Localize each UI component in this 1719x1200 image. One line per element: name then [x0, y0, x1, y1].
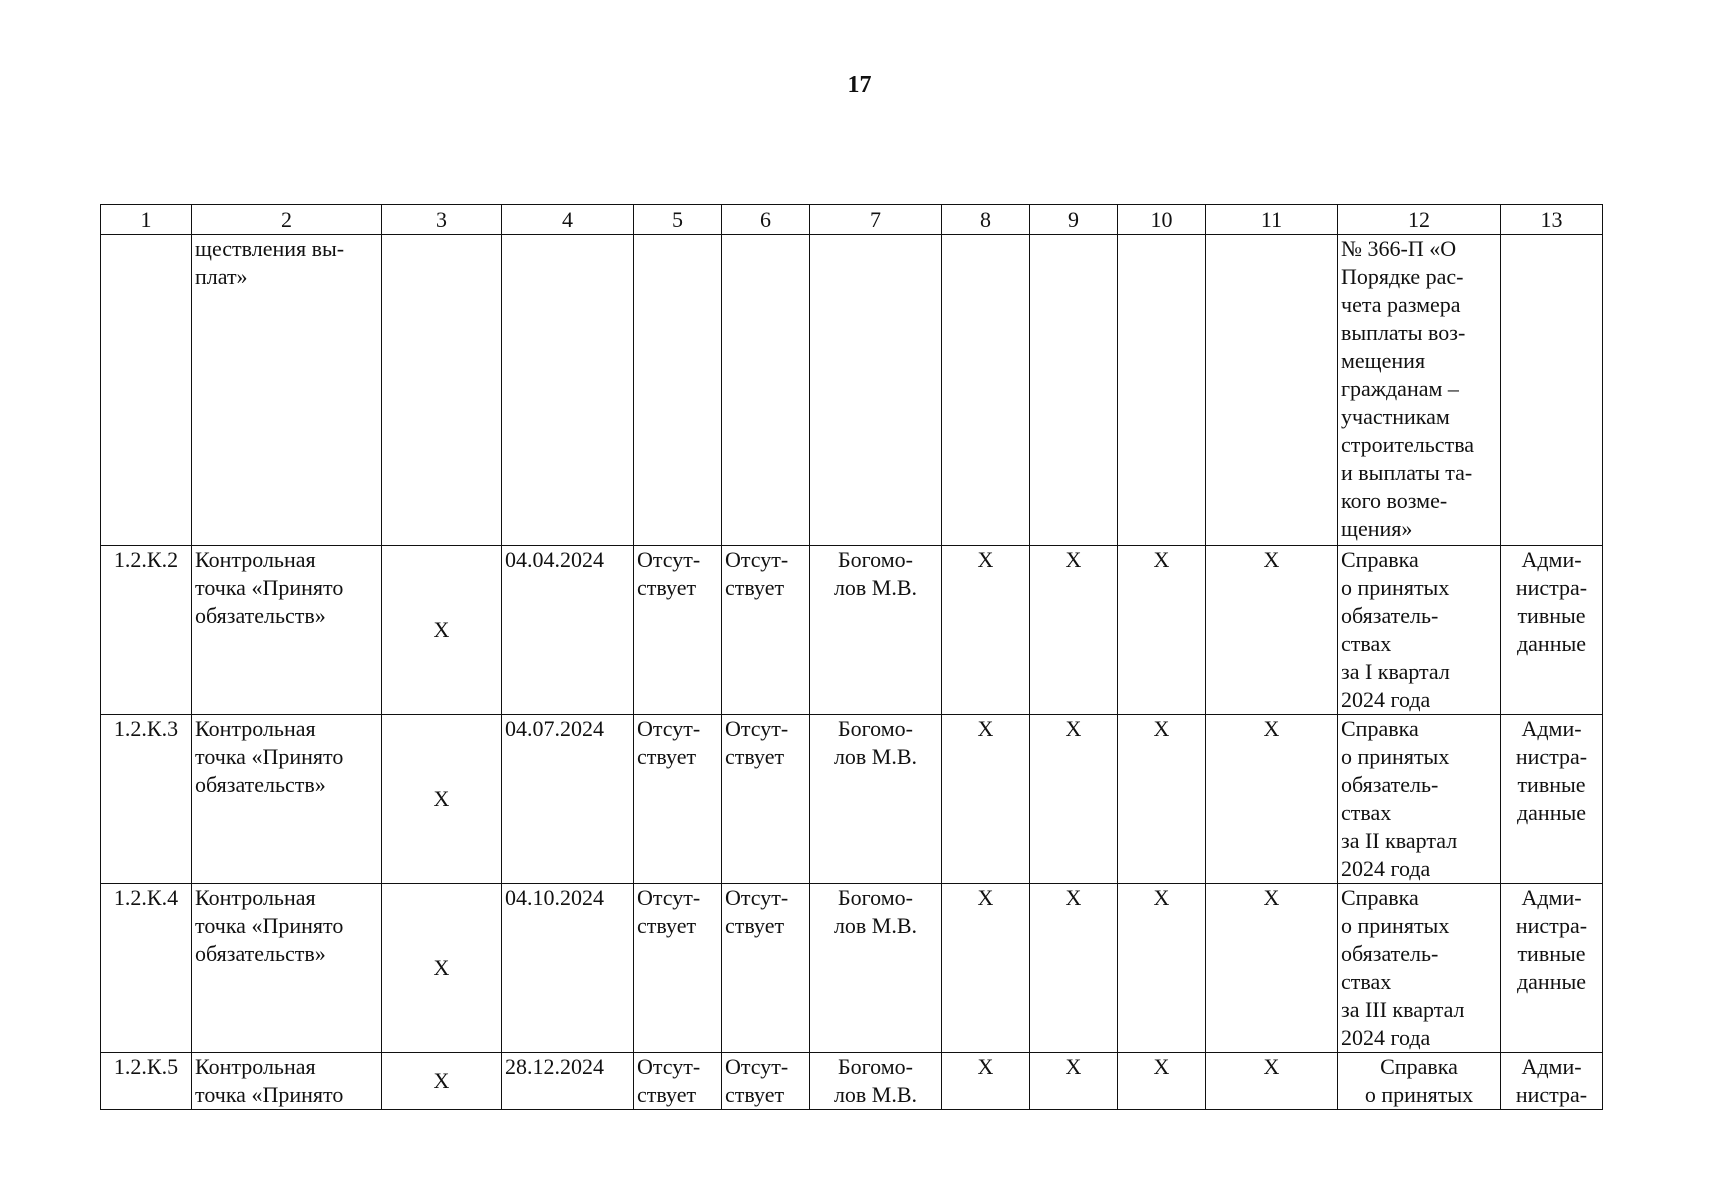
text-line: плат»: [195, 264, 248, 289]
text-line: тивные: [1517, 772, 1586, 797]
text-line: Адми-: [1521, 885, 1582, 910]
cell-mark: X: [942, 546, 1030, 715]
text-line: 2024 года: [1341, 1025, 1431, 1050]
cell-id: [101, 235, 192, 546]
text-line: ствует: [725, 1082, 785, 1107]
column-header: 10: [1118, 205, 1206, 235]
cell-source: [1501, 715, 1603, 884]
cell-empty: [502, 235, 634, 546]
cell-document: [1338, 235, 1501, 546]
cell-name: [192, 546, 382, 715]
text-line: мещения: [1341, 348, 1426, 373]
document-table: [100, 204, 1603, 1110]
text-line: лов М.В.: [833, 913, 918, 938]
text-line: Отсут-: [637, 716, 701, 741]
column-header: 1: [101, 205, 192, 235]
text-line: Справка: [1380, 1054, 1458, 1079]
cell-col5: [634, 1053, 722, 1110]
text-line: о принятых: [1341, 744, 1450, 769]
cell-empty: [1030, 235, 1118, 546]
text-line: о принятых: [1341, 913, 1450, 938]
text-line: точка «Принято: [195, 744, 344, 769]
text-line: за III квартал: [1341, 997, 1465, 1022]
text-line: нистра-: [1515, 1082, 1588, 1107]
text-line: ствует: [725, 913, 785, 938]
cell-id: 1.2.К.4: [101, 884, 192, 1053]
text-line: о принятых: [1364, 1082, 1474, 1107]
text-line: обязательств»: [195, 603, 326, 628]
column-header: 13: [1501, 205, 1603, 235]
text-line: Отсут-: [637, 547, 701, 572]
cell-mark: X: [1206, 715, 1338, 884]
cell-date: 04.04.2024: [502, 546, 634, 715]
text-line: нистра-: [1515, 575, 1588, 600]
text-line: Отсут-: [637, 885, 701, 910]
cell-col5: [634, 715, 722, 884]
cell-mark: X: [1030, 715, 1118, 884]
text-line: данные: [1516, 631, 1587, 656]
cell-empty: [722, 235, 810, 546]
cell-document: [1338, 884, 1501, 1053]
text-line: Контрольная: [195, 716, 316, 741]
cell-date: 04.10.2024: [502, 884, 634, 1053]
cell-empty: [1501, 235, 1603, 546]
text-line: ствует: [725, 744, 785, 769]
cell-responsible: [810, 884, 942, 1053]
text-line: о принятых: [1341, 575, 1450, 600]
cell-mark: X: [1206, 546, 1338, 715]
text-line: тивные: [1517, 941, 1586, 966]
table-row: [101, 715, 1603, 884]
column-header: 6: [722, 205, 810, 235]
text-line: гражданам –: [1341, 376, 1459, 401]
text-line: щения»: [1341, 516, 1413, 541]
column-header: 9: [1030, 205, 1118, 235]
cell-mark: X: [1118, 715, 1206, 884]
cell-mark: X: [1118, 884, 1206, 1053]
table-row: [101, 1053, 1603, 1110]
text-line: № 366-П «О: [1341, 236, 1457, 261]
text-line: обязатель-: [1341, 603, 1439, 628]
text-line: выплаты воз-: [1341, 320, 1466, 345]
text-line: Контрольная: [195, 885, 316, 910]
cell-date: 04.07.2024: [502, 715, 634, 884]
cell-mark: X: [382, 715, 502, 884]
cell-responsible: [810, 546, 942, 715]
text-line: 2024 года: [1341, 856, 1431, 881]
text-line: за I квартал: [1341, 659, 1450, 684]
cell-id: 1.2.К.3: [101, 715, 192, 884]
text-line: Адми-: [1521, 716, 1582, 741]
text-line: Справка: [1341, 547, 1419, 572]
text-line: Справка: [1341, 716, 1419, 741]
cell-col6: [722, 1053, 810, 1110]
table-row-continuation: [101, 235, 1603, 546]
text-line: Адми-: [1521, 1054, 1582, 1079]
cell-col6: [722, 715, 810, 884]
text-line: тивные: [1517, 603, 1586, 628]
text-line: данные: [1516, 800, 1587, 825]
text-line: Богомо-: [838, 885, 913, 910]
text-line: Отсут-: [725, 547, 789, 572]
text-line: Контрольная: [195, 547, 316, 572]
text-line: ствах: [1341, 631, 1392, 656]
column-header: 7: [810, 205, 942, 235]
page-number: 17: [847, 72, 872, 98]
text-line: Отсут-: [725, 716, 789, 741]
cell-responsible: [810, 715, 942, 884]
cell-mark: X: [382, 546, 502, 715]
cell-empty: [810, 235, 942, 546]
column-header: 4: [502, 205, 634, 235]
cell-empty: [942, 235, 1030, 546]
text-line: обязатель-: [1341, 941, 1439, 966]
text-line: лов М.В.: [833, 1082, 918, 1107]
cell-date: 28.12.2024: [502, 1053, 634, 1110]
text-line: Богомо-: [838, 716, 913, 741]
text-line: за II квартал: [1341, 828, 1458, 853]
text-line: Богомо-: [838, 1054, 913, 1079]
cell-mark: X: [942, 1053, 1030, 1110]
text-line: ствует: [637, 744, 697, 769]
cell-mark: X: [1206, 1053, 1338, 1110]
text-line: 2024 года: [1341, 687, 1431, 712]
cell-mark: X: [1030, 546, 1118, 715]
text-line: ществления вы-: [195, 236, 345, 261]
cell-source: [1501, 884, 1603, 1053]
cell-mark: X: [382, 884, 502, 1053]
text-line: Справка: [1341, 885, 1419, 910]
text-line: ствует: [637, 575, 697, 600]
cell-responsible: [810, 1053, 942, 1110]
text-line: Адми-: [1521, 547, 1582, 572]
column-header: 11: [1206, 205, 1338, 235]
text-line: кого возме-: [1341, 488, 1448, 513]
cell-empty: [1118, 235, 1206, 546]
cell-col5: [634, 884, 722, 1053]
text-line: строительства: [1341, 432, 1475, 457]
column-header: 5: [634, 205, 722, 235]
text-line: ствах: [1341, 969, 1392, 994]
text-line: чета размера: [1341, 292, 1461, 317]
cell-source: [1501, 1053, 1603, 1110]
text-line: ствует: [637, 1082, 697, 1107]
cell-mark: X: [1206, 884, 1338, 1053]
table-row: [101, 546, 1603, 715]
cell-name: [192, 1053, 382, 1110]
text-line: нистра-: [1515, 913, 1588, 938]
cell-id: 1.2.К.5: [101, 1053, 192, 1110]
text-line: обязатель-: [1341, 772, 1439, 797]
cell-document: [1338, 546, 1501, 715]
column-header: 8: [942, 205, 1030, 235]
text-line: Отсут-: [725, 885, 789, 910]
text-line: участникам: [1341, 404, 1450, 429]
text-line: обязательств»: [195, 941, 326, 966]
cell-empty: [1206, 235, 1338, 546]
text-line: ствует: [725, 575, 785, 600]
cell-mark: X: [382, 1053, 502, 1110]
text-line: Отсут-: [725, 1054, 789, 1079]
cell-document: [1338, 1053, 1501, 1110]
text-line: Порядке рас-: [1341, 264, 1464, 289]
cell-mark: X: [1030, 884, 1118, 1053]
cell-col6: [722, 546, 810, 715]
text-line: точка «Принято: [195, 913, 344, 938]
cell-mark: X: [1118, 1053, 1206, 1110]
cell-mark: X: [1030, 1053, 1118, 1110]
text-line: и выплаты та-: [1341, 460, 1473, 485]
column-header: 3: [382, 205, 502, 235]
cell-mark: X: [1118, 546, 1206, 715]
text-line: лов М.В.: [833, 744, 918, 769]
text-line: Контрольная: [195, 1054, 316, 1079]
cell-name: [192, 235, 382, 546]
table-row: [101, 884, 1603, 1053]
text-line: точка «Принято: [195, 1082, 344, 1107]
text-line: обязательств»: [195, 772, 326, 797]
text-line: ствует: [637, 913, 697, 938]
text-line: нистра-: [1515, 744, 1588, 769]
cell-col5: [634, 546, 722, 715]
text-line: Богомо-: [838, 547, 913, 572]
cell-source: [1501, 546, 1603, 715]
text-line: ствах: [1341, 800, 1392, 825]
cell-name: [192, 715, 382, 884]
column-header: 12: [1338, 205, 1501, 235]
text-line: Отсут-: [637, 1054, 701, 1079]
cell-name: [192, 884, 382, 1053]
cell-empty: [634, 235, 722, 546]
column-header: 2: [192, 205, 382, 235]
text-line: лов М.В.: [833, 575, 918, 600]
cell-mark: X: [942, 715, 1030, 884]
cell-document: [1338, 715, 1501, 884]
cell-empty: [382, 235, 502, 546]
header-row: [101, 205, 1603, 235]
text-line: точка «Принято: [195, 575, 344, 600]
cell-id: 1.2.К.2: [101, 546, 192, 715]
cell-col6: [722, 884, 810, 1053]
text-line: данные: [1516, 969, 1587, 994]
cell-mark: X: [942, 884, 1030, 1053]
